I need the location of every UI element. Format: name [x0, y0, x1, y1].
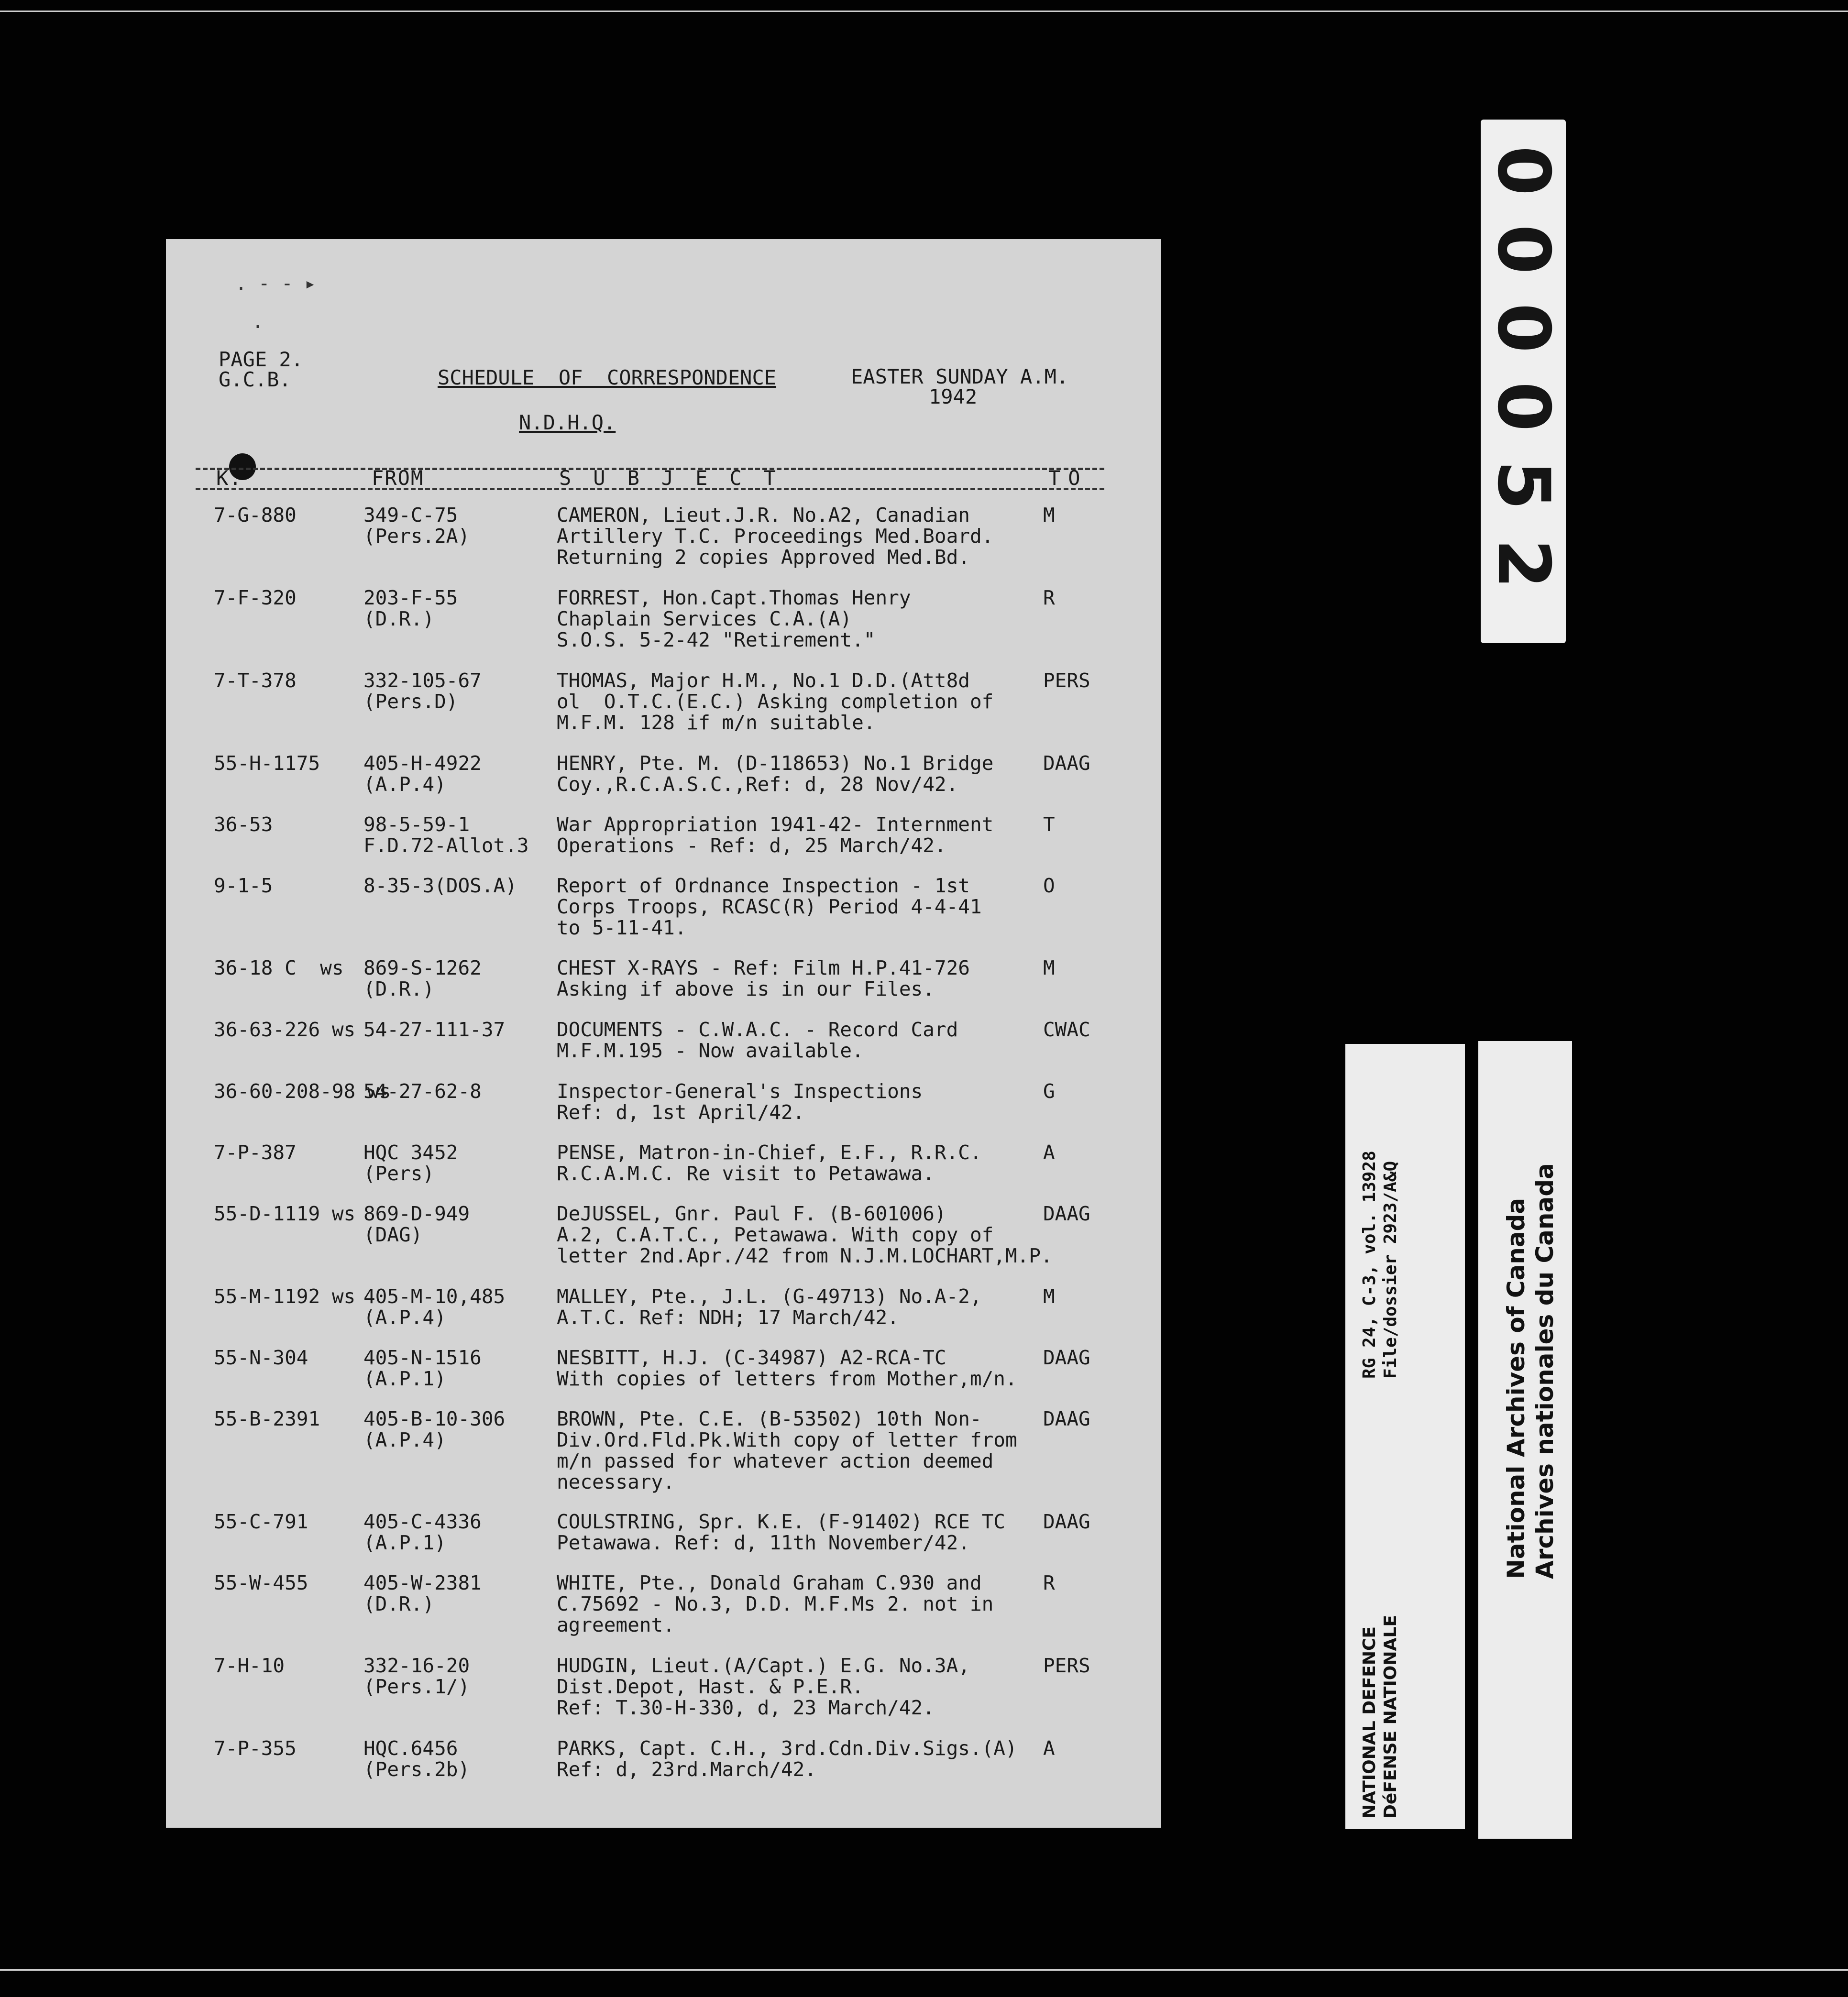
row-from-reference: 332-105-67 (Pers.D): [363, 669, 482, 713]
office-name: N.D.H.Q.: [519, 411, 616, 434]
row-recipient: DAAG: [1043, 1346, 1090, 1369]
row-file-number: 55-M-1192 ws: [214, 1285, 356, 1308]
row-recipient: T: [1043, 813, 1055, 836]
row-file-number: 36-63-226 ws: [214, 1018, 356, 1041]
row-from-reference: 405-H-4922 (A.P.4): [363, 752, 482, 796]
row-file-number: 36-60-208-98 ws: [214, 1080, 391, 1103]
page-number: PAGE 2.: [219, 348, 304, 371]
row-from-reference: 98-5-59-1 F.D.72-Allot.3: [363, 813, 529, 857]
column-header-k: K.: [216, 466, 242, 490]
archive-reference: RG 24, C-3, vol. 13928: [1360, 1151, 1379, 1379]
row-subject: COULSTRING, Spr. K.E. (F-91402) RCE TC Petawawa. Ref: d, 11th November/42.: [557, 1510, 1005, 1554]
row-subject: CHEST X-RAYS - Ref: Film H.P.41-726 Asking if above is in our Files.: [557, 956, 970, 1000]
row-from-reference: 349-C-75 (Pers.2A): [363, 504, 470, 548]
date-line-1: EASTER SUNDAY A.M.: [851, 365, 1069, 388]
row-file-number: 9-1-5: [214, 874, 273, 897]
row-from-reference: 332-16-20 (Pers.1/): [363, 1654, 470, 1698]
row-recipient: DAAG: [1043, 752, 1090, 775]
row-recipient: PERS: [1043, 1654, 1090, 1677]
row-subject: CAMERON, Lieut.J.R. No.A2, Canadian Artillery T.C. Proceedings Med.Board. Returning 2 copies Approved Med.Bd.: [557, 504, 994, 569]
row-recipient: PERS: [1043, 669, 1090, 692]
row-recipient: DAAG: [1043, 1407, 1090, 1430]
row-subject: DOCUMENTS - C.W.A.C. - Record Card M.F.M.195 - Now available.: [557, 1018, 958, 1062]
row-file-number: 55-N-304: [214, 1346, 308, 1369]
department-name-fr: DéFENSE NATIONALE: [1381, 1615, 1400, 1819]
row-recipient: CWAC: [1043, 1018, 1090, 1041]
row-file-number: 7-P-355: [214, 1737, 297, 1760]
row-subject: PARKS, Capt. C.H., 3rd.Cdn.Div.Sigs.(A) Ref: d, 23rd.March/42.: [557, 1737, 1017, 1781]
row-recipient: M: [1043, 504, 1055, 527]
row-subject: THOMAS, Major H.M., No.1 D.D.(Att8d ol O.T.C.(E.C.) Asking completion of M.F.M. 128 if m/n suitable.: [557, 669, 994, 734]
row-file-number: 55-W-455: [214, 1571, 308, 1594]
row-file-number: 7-H-10: [214, 1654, 285, 1677]
row-file-number: 7-P-387: [214, 1141, 297, 1164]
row-file-number: 55-H-1175: [214, 752, 320, 775]
row-file-number: 7-F-320: [214, 586, 297, 609]
row-from-reference: 405-W-2381 (D.R.): [363, 1571, 482, 1615]
row-from-reference: 8-35-3(DOS.A): [363, 874, 517, 897]
row-subject: War Appropriation 1941-42- Internment Operations - Ref: d, 25 March/42.: [557, 813, 994, 857]
department-name-en: NATIONAL DEFENCE: [1360, 1626, 1379, 1819]
row-from-reference: 54-27-111-37: [363, 1018, 506, 1041]
row-recipient: R: [1043, 1571, 1055, 1594]
row-recipient: DAAG: [1043, 1202, 1090, 1225]
row-recipient: A: [1043, 1737, 1055, 1760]
archives-name-en: National Archives of Canada: [1502, 1197, 1530, 1579]
row-recipient: M: [1043, 1285, 1055, 1308]
archive-file-reference: File/dossier 2923/A&Q: [1381, 1161, 1400, 1379]
row-subject: HENRY, Pte. M. (D-118653) No.1 Bridge Coy.,R.C.A.S.C.,Ref: d, 28 Nov/42.: [557, 752, 994, 796]
row-from-reference: 405-M-10,485 (A.P.4): [363, 1285, 506, 1329]
column-header-from: FROM: [372, 466, 424, 490]
row-file-number: 55-C-791: [214, 1510, 308, 1533]
row-recipient: G: [1043, 1080, 1055, 1103]
row-file-number: 7-G-880: [214, 504, 297, 527]
row-file-number: 36-18 C ws: [214, 956, 344, 979]
row-from-reference: 54-27-62-8: [363, 1080, 482, 1103]
row-recipient: O: [1043, 874, 1055, 897]
row-file-number: 7-T-378: [214, 669, 297, 692]
row-from-reference: 405-B-10-306 (A.P.4): [363, 1407, 506, 1451]
document-sheet: [166, 239, 1161, 1828]
column-header-to: TO: [1048, 466, 1088, 490]
row-recipient: DAAG: [1043, 1510, 1090, 1533]
row-from-reference: 405-C-4336 (A.P.1): [363, 1510, 482, 1554]
top-frame-line: [0, 11, 1848, 12]
bottom-frame-line: [0, 1969, 1848, 1971]
column-header-subject: SUBJECT: [559, 466, 798, 490]
row-from-reference: 405-N-1516 (A.P.1): [363, 1346, 482, 1390]
row-subject: BROWN, Pte. C.E. (B-53502) 10th Non- Div.Ord.Fld.Pk.With copy of letter from m/n passed for whatever action deemed necessary.: [557, 1407, 1017, 1493]
document-title: SCHEDULE OF CORRESPONDENCE: [438, 366, 777, 389]
initials: G.C.B.: [219, 368, 291, 391]
row-from-reference: 203-F-55 (D.R.): [363, 586, 458, 630]
row-subject: PENSE, Matron-in-Chief, E.F., R.R.C. R.C.A.M.C. Re visit to Petawawa.: [557, 1141, 982, 1185]
row-from-reference: HQC.6456 (Pers.2b): [363, 1737, 470, 1781]
stray-dot: .: [252, 311, 264, 333]
row-subject: Report of Ordnance Inspection - 1st Corps Troops, RCASC(R) Period 4-4-41 to 5-11-41.: [557, 874, 982, 939]
row-subject: FORREST, Hon.Capt.Thomas Henry Chaplain Services C.A.(A) S.O.S. 5-2-42 "Retirement.": [557, 586, 911, 651]
row-subject: WHITE, Pte., Donald Graham C.930 and C.75692 - No.3, D.D. M.F.Ms 2. not in agreement.: [557, 1571, 994, 1636]
date-line-2: 1942: [929, 385, 978, 408]
row-subject: MALLEY, Pte., J.L. (G-49713) No.A-2, A.T.C. Ref: NDH; 17 March/42.: [557, 1285, 982, 1329]
national-archives-label: [1478, 1041, 1572, 1839]
archives-name-fr: Archives nationales du Canada: [1531, 1163, 1559, 1579]
row-recipient: M: [1043, 956, 1055, 979]
national-defence-label: [1345, 1044, 1465, 1829]
row-subject: HUDGIN, Lieut.(A/Capt.) E.G. No.3A, Dist.Depot, Hast. & P.E.R. Ref: T.30-H-330, d, 23 March/42.: [557, 1654, 970, 1719]
row-file-number: 36-53: [214, 813, 273, 836]
row-subject: DeJUSSEL, Gnr. Paul F. (B-601006) A.2, C.A.T.C., Petawawa. With copy of letter 2nd.Apr./42 from N.J.M.LOCHART,M.P.: [557, 1202, 1053, 1267]
row-from-reference: 869-S-1262 (D.R.): [363, 956, 482, 1000]
stray-mark: . - - ▸: [235, 273, 316, 295]
reel-number-label: [1481, 120, 1566, 643]
row-subject: Inspector-General's Inspections Ref: d, 1st April/42.: [557, 1080, 923, 1124]
row-recipient: A: [1043, 1141, 1055, 1164]
reel-number: 000052: [1482, 145, 1565, 617]
row-from-reference: 869-D-949 (DAG): [363, 1202, 470, 1246]
row-file-number: 55-D-1119 ws: [214, 1202, 356, 1225]
row-file-number: 55-B-2391: [214, 1407, 320, 1430]
row-subject: NESBITT, H.J. (C-34987) A2-RCA-TC With copies of letters from Mother,m/n.: [557, 1346, 1017, 1390]
row-from-reference: HQC 3452 (Pers): [363, 1141, 458, 1185]
row-recipient: R: [1043, 586, 1055, 609]
